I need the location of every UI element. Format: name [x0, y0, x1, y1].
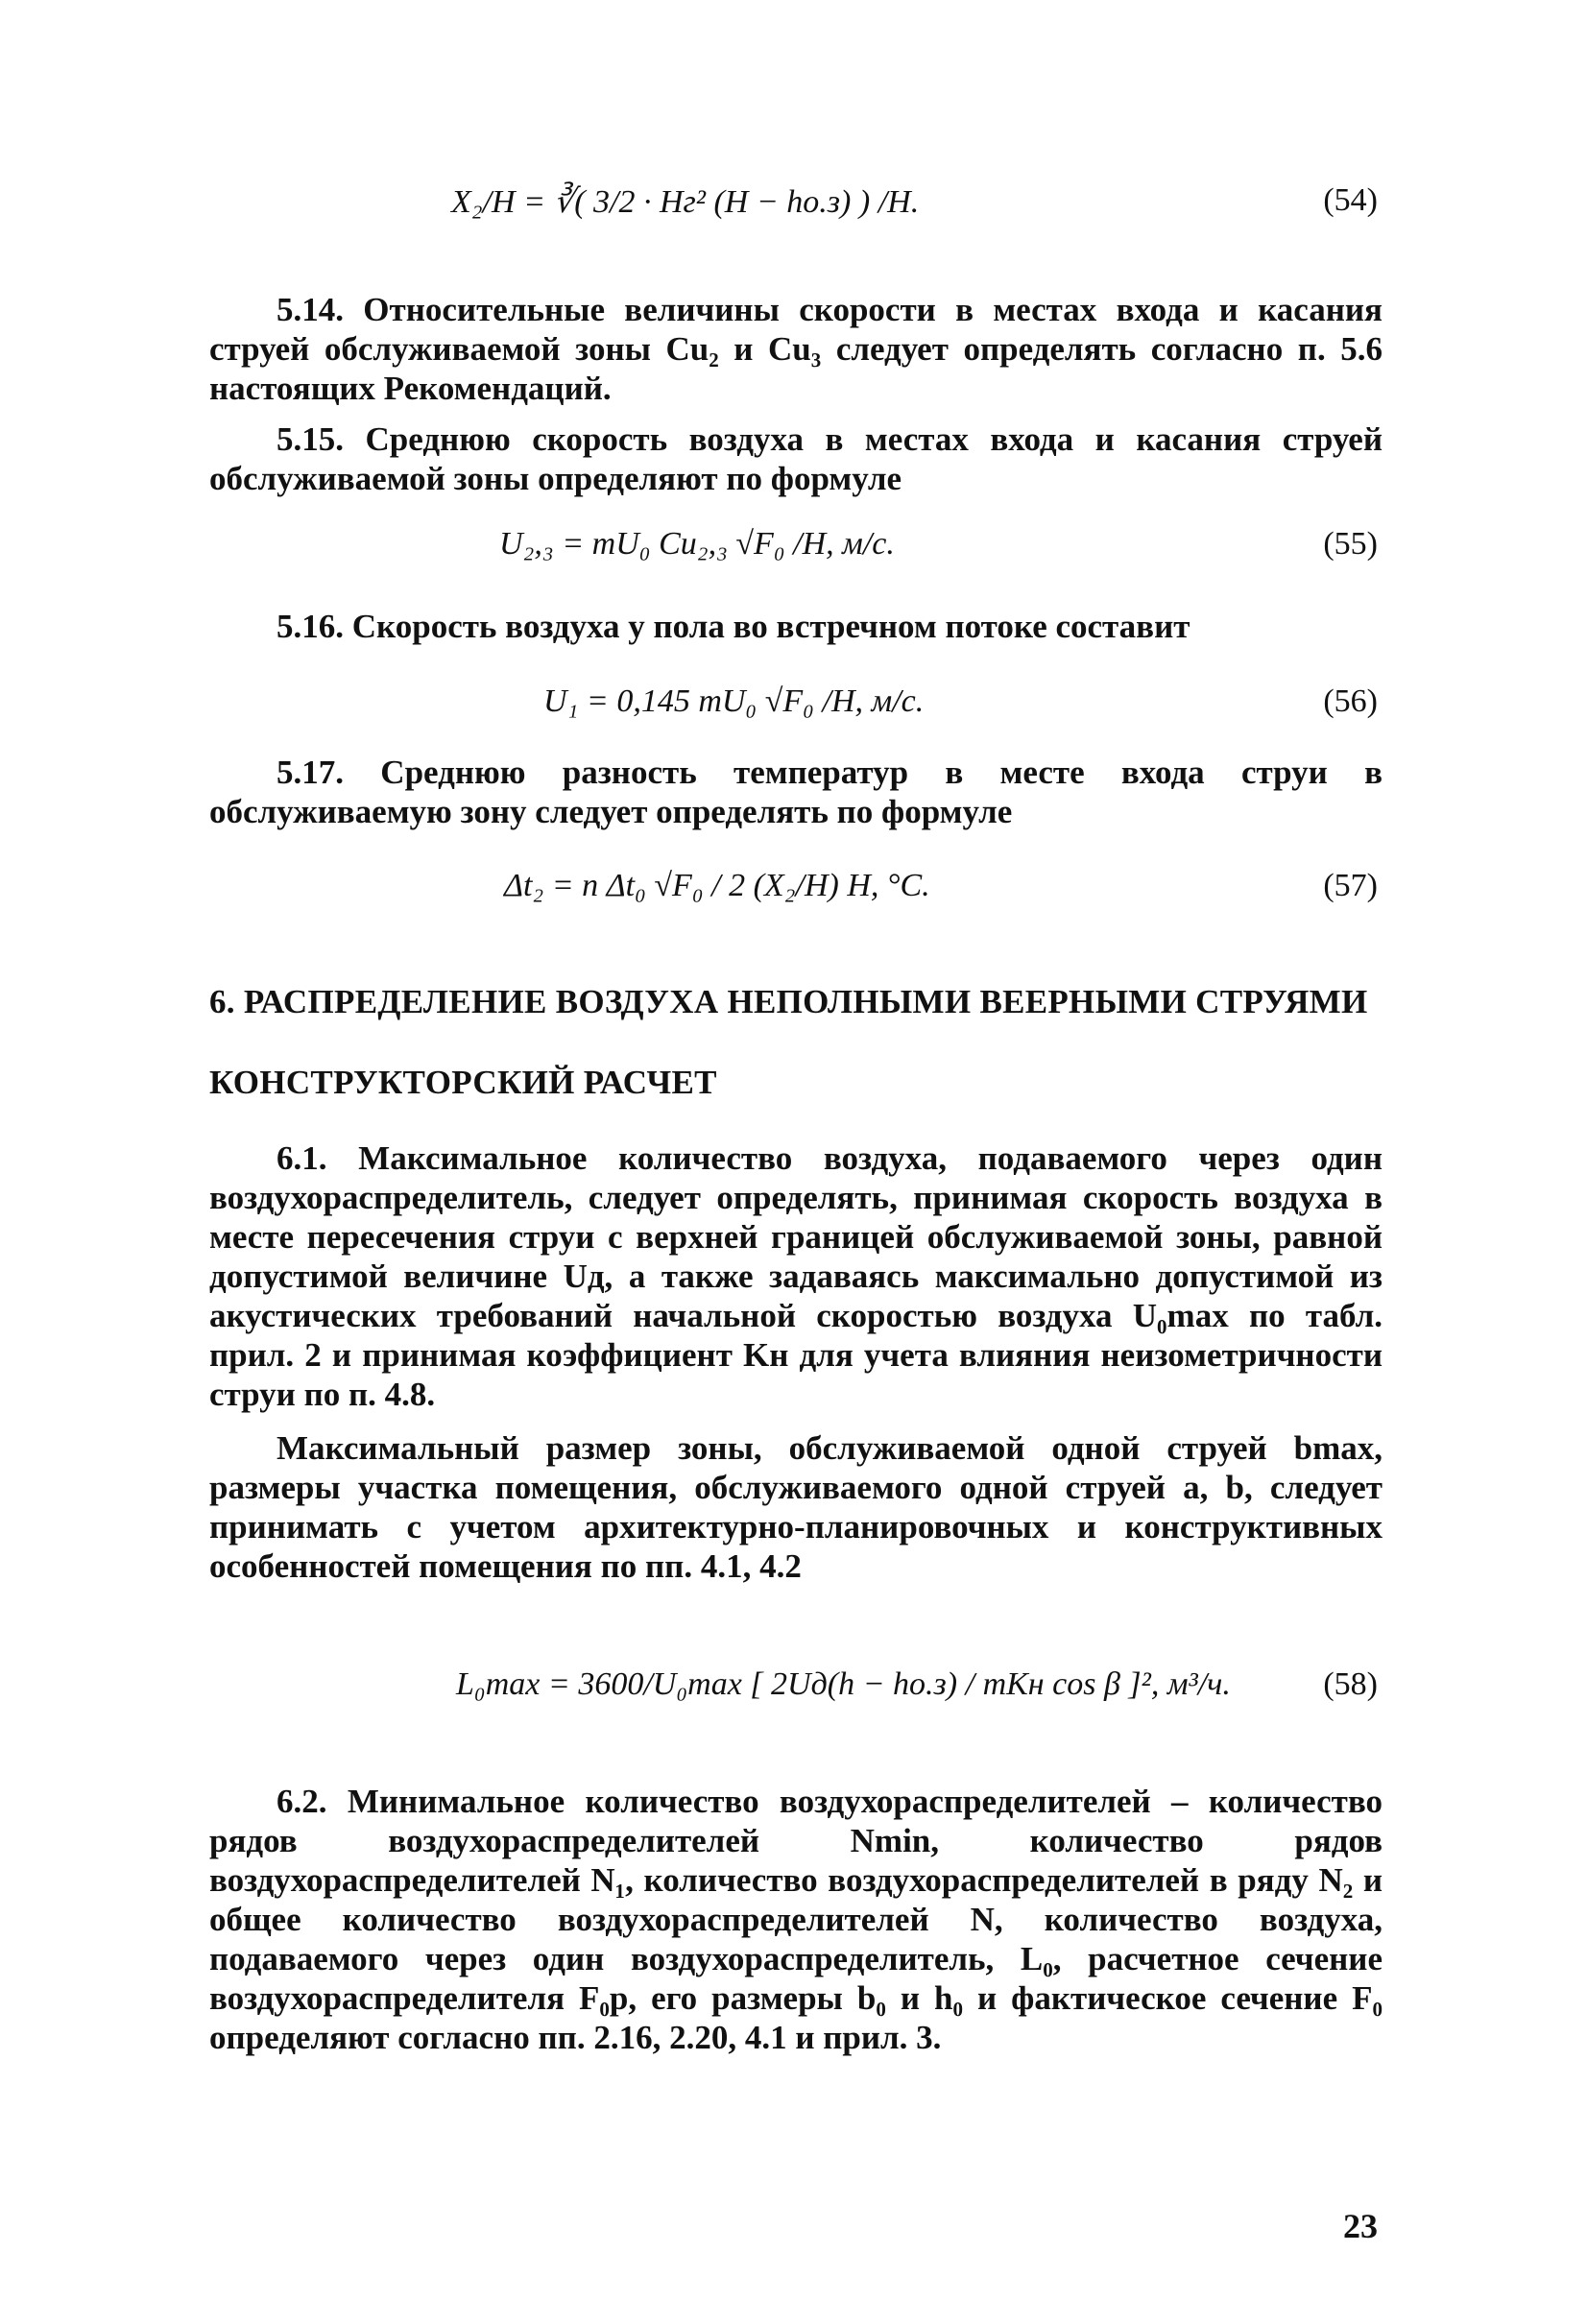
formula-56 — [0, 683, 1587, 751]
formula-54 — [0, 182, 1587, 250]
formula-57 — [0, 868, 1587, 935]
paragraph-5-16: 5.16. Скорость воздуха у пола во встречном потоке составит — [277, 608, 1190, 645]
paragraph-6-2: 6.2. Минимальное количество воздухораспределителей – количество рядов воздухораспределителей Nmin, количество рядов воздухораспределителей N₁, количество воздухораспределителей в ряду N₂ и общее количество воздухораспределителей N, количество воздуха, подаваемого через один воздухораспределитель, L₀, расчетное сечение воздухораспределителя F₀р, его размеры b₀ и h₀ и фактическое сечение F₀ определяют согласно пп. 2.16, 2.20, 4.1 и прил. 3. — [209, 1783, 1383, 2056]
paragraph-5-15: 5.15. Среднюю скорость воздуха в местах входа и касания струей обслуживаемой зоны определяют по формуле — [209, 420, 1383, 497]
formula-54-number: (54) — [1323, 182, 1378, 218]
formula-58-number: (58) — [1323, 1666, 1378, 1702]
paragraph-5-17: 5.17. Среднюю разность температур в месте входа струи в обслуживаемую зону следует определять по формуле — [209, 754, 1383, 830]
formula-57-expression: Δt₂ = n Δt₀ √F₀ / 2 (X₂/H) H, °C. — [504, 868, 930, 903]
formula-56-number: (56) — [1323, 683, 1378, 719]
paragraph-6-1: 6.1. Максимальное количество воздуха, подаваемого через один воздухораспределитель, следует определять, принимая скорость воздуха в месте пересечения струи с верхней границей обслуживаемой зоны, равной допустимой величине Uд, а также задаваясь максимально допустимой из акустических требований начальной скоростью воздуха U₀max по табл. прил. 2 и принимая коэффициент Kн для учета влияния неизометричности струи по п. 4.8. — [209, 1139, 1383, 1413]
paragraph-6-1-zone: Максимальный размер зоны, обслуживаемой одной струей bmax, размеры участка помещения, обслуживаемого одной струей a, b, следует принимать с учетом архитектурно-планировочных и конструктивных особенностей помещения по пп. 4.1, 4.2 — [209, 1429, 1383, 1585]
formula-57-number: (57) — [1323, 868, 1378, 903]
formula-58 — [0, 1666, 1587, 1734]
formula-55 — [0, 526, 1587, 593]
section-6-heading: 6. РАСПРЕДЕЛЕНИЕ ВОЗДУХА НЕПОЛНЫМИ ВЕЕРНЫМИ СТРУЯМИ — [209, 983, 1368, 1020]
paragraph-5-14: 5.14. Относительные величины скорости в местах входа и касания струей обслуживаемой зоны Cu₂ и Cu₃ следует определять согласно п. 5.6 настоящих Рекомендаций. — [209, 291, 1383, 407]
formula-56-expression: U₁ = 0,145 mU₀ √F₀ /H, м/с. — [543, 683, 925, 719]
page-number: 23 — [1343, 2207, 1378, 2245]
design-calculation-heading: КОНСТРУКТОРСКИЙ РАСЧЕТ — [209, 1064, 717, 1101]
formula-58-expression: L₀max = 3600/U₀max [ 2Uд(h − hо.з) / mKн cos β ]², м³/ч. — [456, 1666, 1231, 1702]
formula-54-expression: X₂/H = ∛( 3/2 · Hг² (H − hо.з) ) /H. — [451, 184, 920, 220]
formula-55-number: (55) — [1323, 526, 1378, 562]
formula-55-expression: U₂,₃ = mU₀ Cu₂,₃ √F₀ /H, м/с. — [499, 526, 895, 562]
